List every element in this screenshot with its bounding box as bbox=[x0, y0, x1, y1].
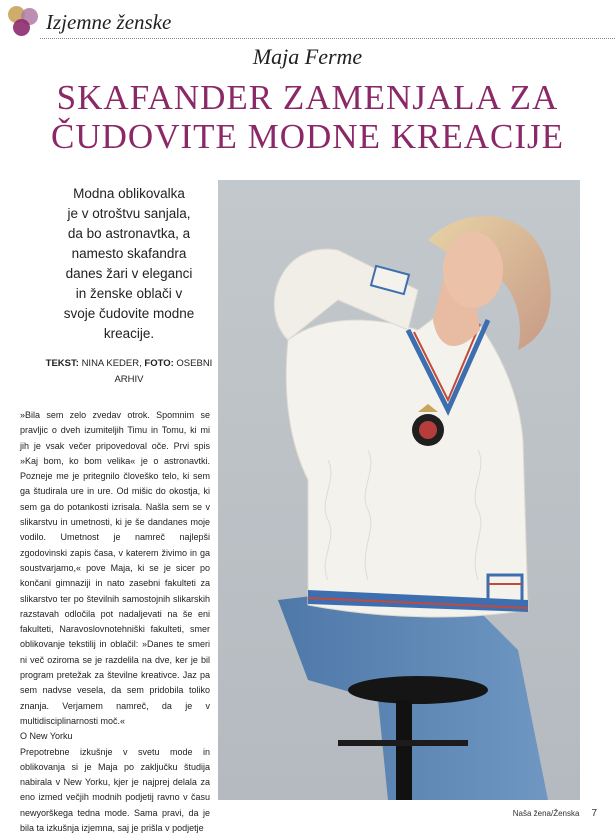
lead-line: Modna oblikovalka bbox=[73, 186, 185, 201]
logo-circles-icon bbox=[8, 6, 40, 38]
title-line-2: ČUDOVITE MODNE KREACIJE bbox=[51, 117, 564, 156]
lead-line: in ženske oblači v bbox=[75, 286, 183, 301]
credit-text-value: NINA KEDER, bbox=[81, 358, 142, 369]
author-name: Maja Ferme bbox=[252, 44, 363, 69]
section-title: Izjemne ženske bbox=[46, 9, 172, 34]
portrait-photo bbox=[218, 180, 580, 800]
credit-photo-label: FOTO: bbox=[144, 358, 174, 369]
body-paragraph: Prepotrebne izkušnje v svetu mode in oblikovanja si je Maja po zaključku študija nabirala v New Yorku, kjer je najprej delala za eno izmed večjih modnih podjetij ravno v času newyorškega tedna mode. Sama pravi, da je bila ta izkušnja izjemna, saj je prišla v podjetje bbox=[20, 746, 210, 834]
lead-line: da bo astronavtka, a bbox=[67, 226, 191, 241]
lead-line: namesto skafandra bbox=[71, 246, 187, 261]
title-line-1: SKAFANDER ZAMENJALA ZA bbox=[56, 78, 559, 117]
lead-line: svoje čudovite modne bbox=[63, 306, 195, 321]
byline bbox=[44, 356, 214, 388]
lead-line: je v otroštvu sanjala, bbox=[67, 206, 191, 221]
lead-line: danes žari v eleganci bbox=[65, 266, 193, 281]
magazine-name: Naša žena/Ženska bbox=[512, 809, 580, 818]
woman-in-sweater-illustration bbox=[218, 180, 580, 800]
lead-paragraph bbox=[44, 184, 214, 344]
body-paragraph: »Bila sem zelo zvedav otrok. Spomnim se pravljic o dveh izumiteljih Timu in Tomu, ki mi jih je vsak večer pripovedoval oče. Prvi spis »Kaj bom, ko bom velika« je o astronavtki. Pozneje me je pritegnilo človeško telo, ki sem ga študirala ure in ure. Od mišic do okostja, ki sem ga do potankosti izrisala. Našla sem se v slikarstvu in umetnosti, ki je še dandanes moje vodilo. Umetnost je namreč najlepši zgodovinski zapis časa, v katerem živimo in ga soustvarjamo,« pove Maja, ki se je sicer po končani gimnaziji in nato zasebni fakulteti za slikarstvo ter po številnih samostojnih slikarskih razstavah odločila pot nadaljevati na še eni fakulteti, Naravoslovnotehniški fakulteti, smer oblikovanje tekstilij in oblačil: »Danes te smeri ni več oziroma se je razdelila na dve, ker je bil program pretežak za številne kreativce. Jaz pa sem nadvse vesela, da sem pridobila toliko znanja. Verjamem namreč, da je v multidisciplinarnosti moč.« bbox=[20, 410, 210, 726]
section-header bbox=[8, 6, 171, 38]
article-body bbox=[20, 408, 210, 836]
page-number: 7 bbox=[591, 808, 597, 819]
header-rule bbox=[40, 38, 615, 39]
lead-line: kreacije. bbox=[103, 326, 155, 341]
credit-photo-value: OSEBNI ARHIV bbox=[114, 358, 213, 385]
article-title bbox=[0, 78, 615, 156]
credit-text-label: TEKST: bbox=[45, 358, 79, 369]
subheading: O New Yorku bbox=[20, 731, 73, 742]
page-footer bbox=[513, 808, 597, 819]
